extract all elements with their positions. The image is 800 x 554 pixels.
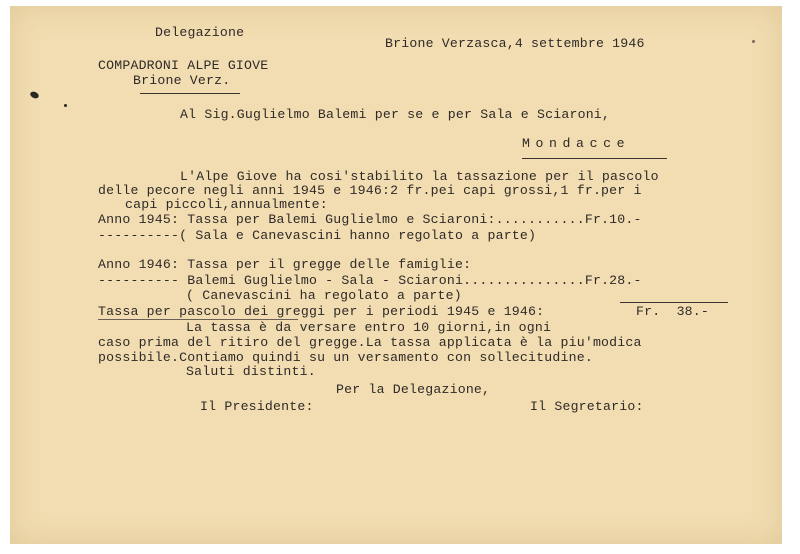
location: Mondacce bbox=[522, 136, 631, 151]
year-1946-note: ( Canevascini ha regolato a parte) bbox=[186, 288, 462, 303]
place-date: Brione Verzasca,4 settembre 1946 bbox=[385, 36, 645, 51]
body-line-2: delle pecore negli anni 1945 e 1946:2 fr.pei capi grossi,1 fr.per i bbox=[98, 183, 642, 198]
addressee: Al Sig.Guglielmo Balemi per se e per Sala e Sciaroni, bbox=[180, 107, 611, 122]
payment-line-3: possibile.Contiamo quindi su un versamento con sollecitudine. bbox=[98, 350, 593, 365]
ink-speck bbox=[752, 40, 755, 43]
year-1946-detail: ---------- Balemi Guglielmo - Sala - Sciaroni...............Fr.28.- bbox=[98, 273, 642, 288]
payment-line-1: La tassa è da versare entro 10 giorni,in ogni bbox=[186, 320, 552, 335]
sender-place: Brione Verz. bbox=[133, 73, 231, 88]
president-label: Il Presidente: bbox=[200, 399, 314, 414]
secretary-label: Il Segretario: bbox=[530, 399, 644, 414]
body-line-3: capi piccoli,annualmente: bbox=[125, 197, 328, 212]
body-line-1: L'Alpe Giove ha cosi'stabilito la tassazione per il pascolo bbox=[180, 169, 659, 184]
location-underline bbox=[522, 158, 667, 159]
ink-speck bbox=[64, 104, 67, 107]
sender-name: COMPADRONI ALPE GIOVE bbox=[98, 58, 269, 73]
sender-underline bbox=[140, 93, 240, 94]
year-1946-line: Anno 1946: Tassa per il gregge delle famiglie: bbox=[98, 257, 472, 272]
year-1945-line: Anno 1945: Tassa per Balemi Guglielmo e Sciaroni:...........Fr.10.- bbox=[98, 212, 642, 227]
year-1945-note: ----------( Sala e Canevascini hanno regolato a parte) bbox=[98, 228, 537, 243]
payment-line-2: caso prima del ritiro del gregge.La tassa applicata è la piu'modica bbox=[98, 335, 642, 350]
closing: Saluti distinti. bbox=[186, 364, 316, 379]
for-delegation: Per la Delegazione, bbox=[336, 382, 491, 397]
sum-underline bbox=[620, 302, 728, 303]
delegation-label: Delegazione bbox=[155, 25, 245, 40]
total-amount: Fr. 38.- bbox=[636, 304, 710, 319]
total-line: Tassa per pascolo dei greggi per i periodi 1945 e 1946: bbox=[98, 304, 545, 319]
